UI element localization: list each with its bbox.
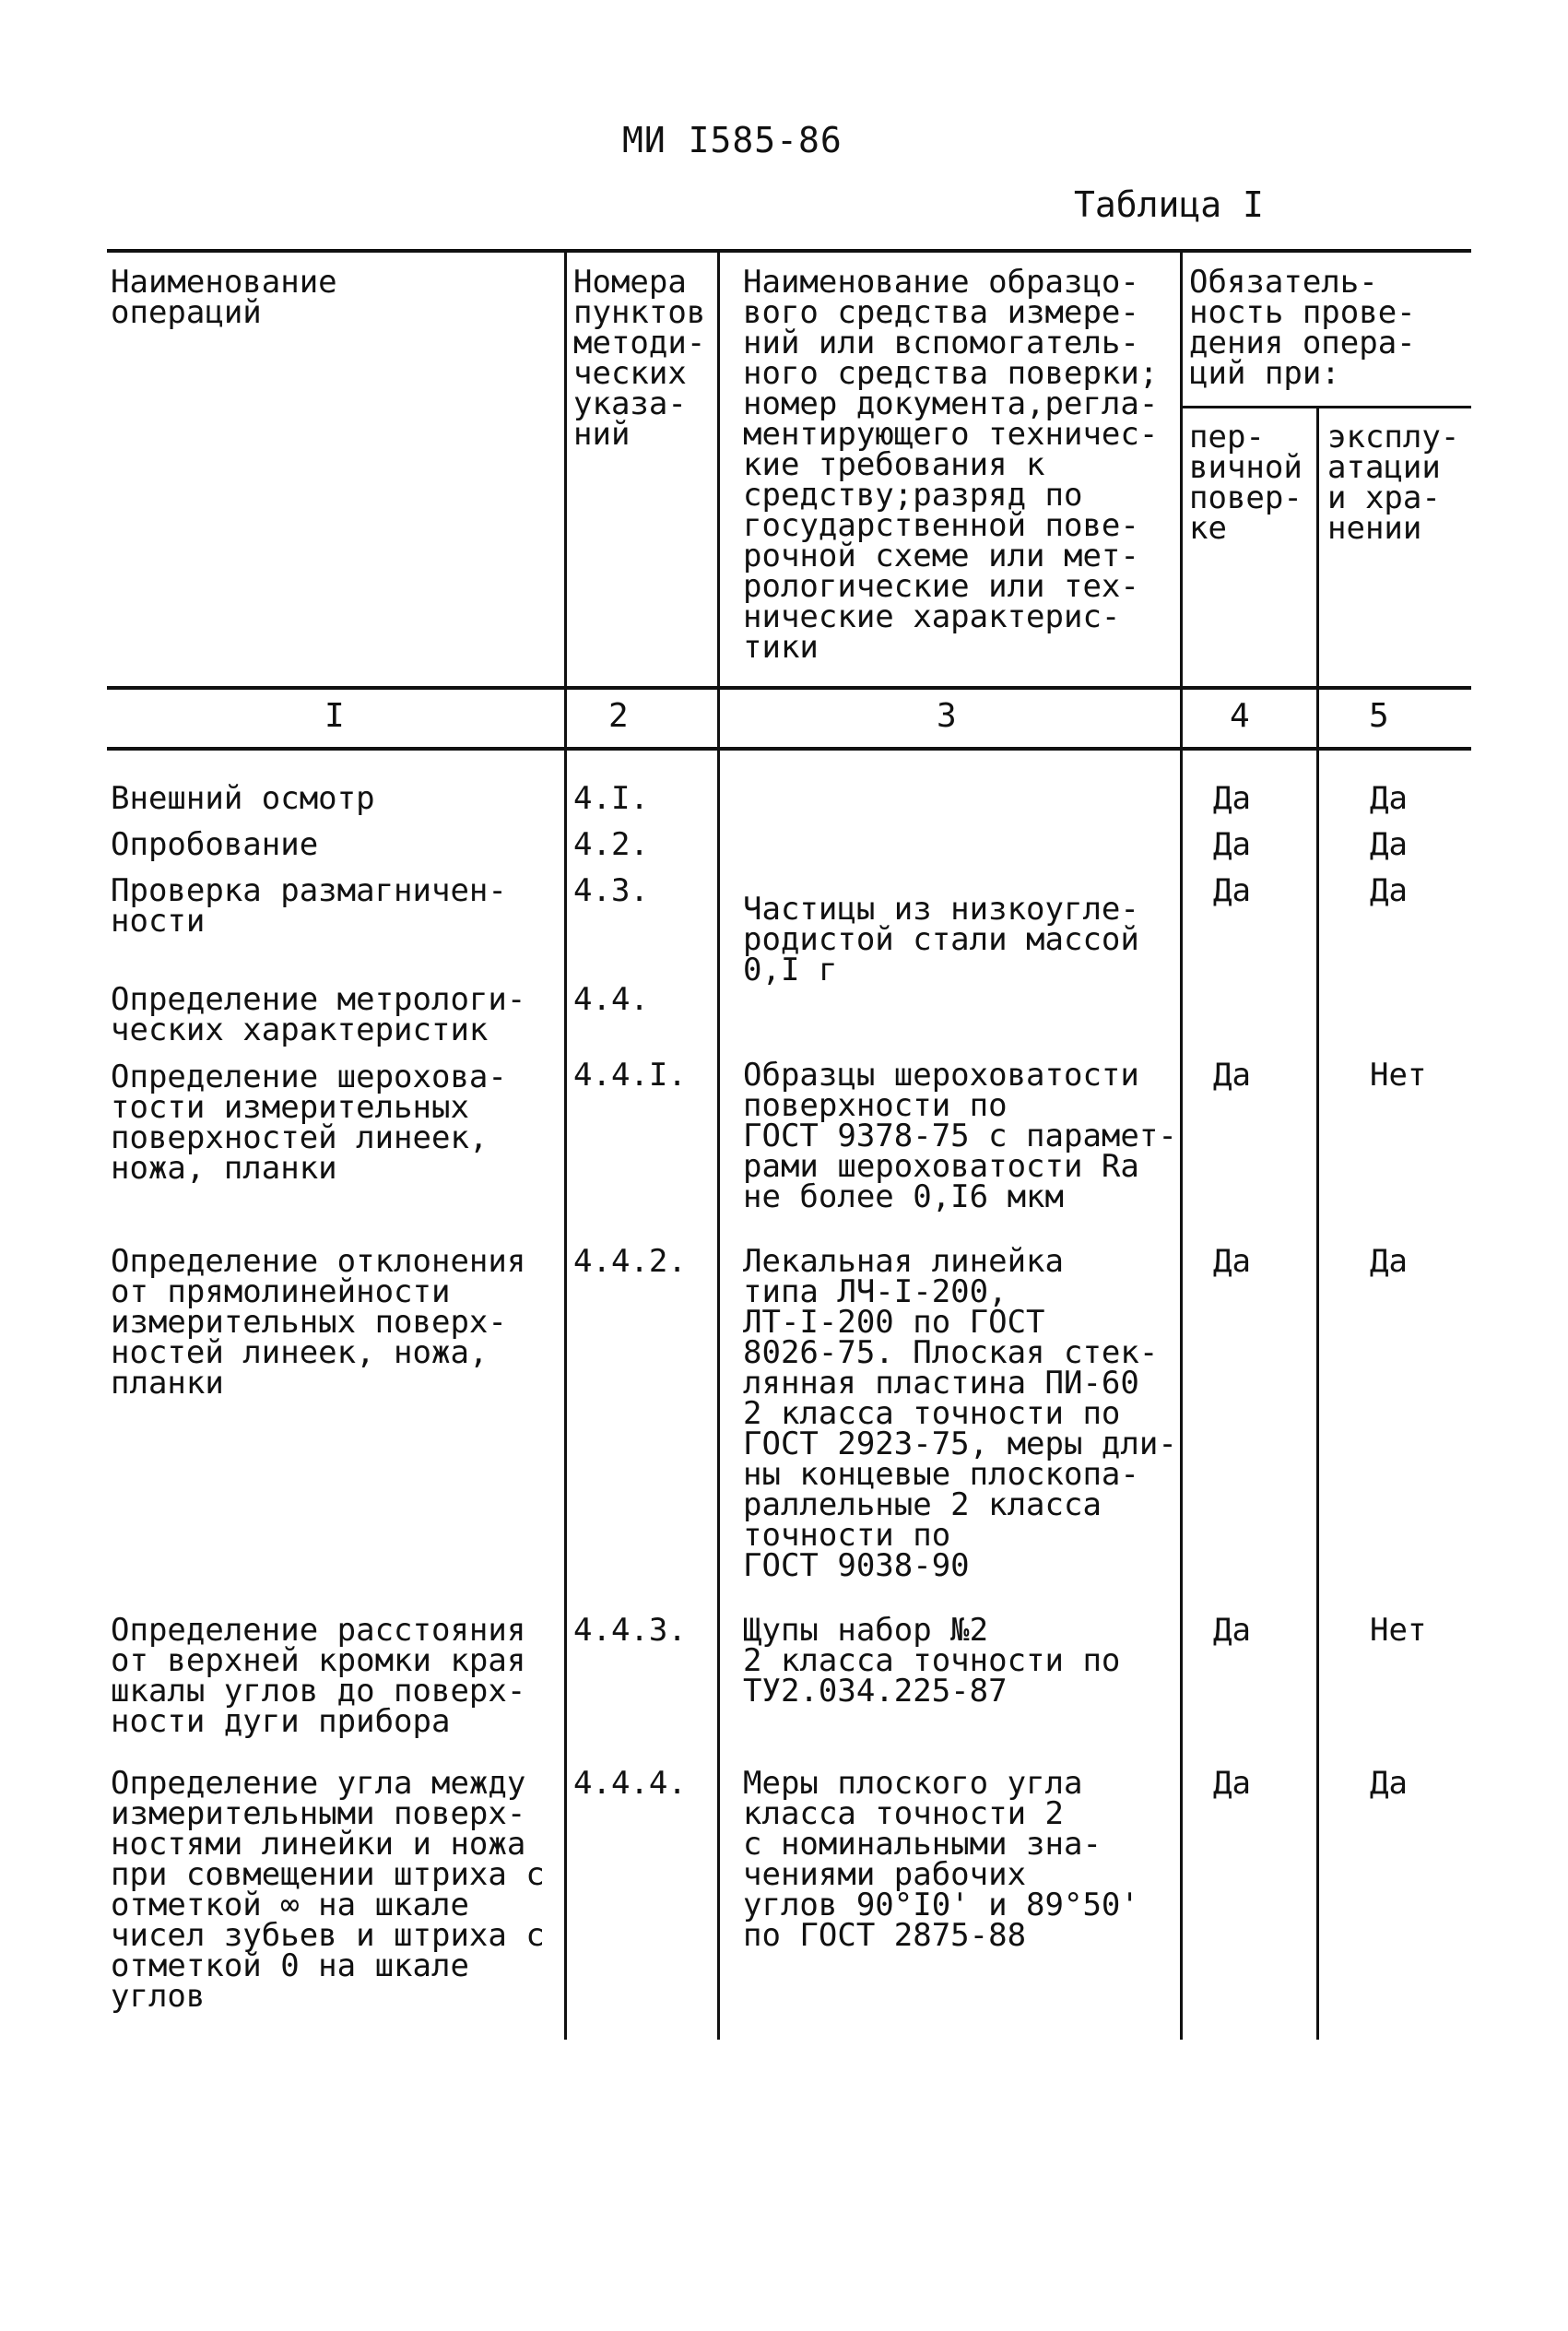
row-2-item: 4.2. (573, 826, 649, 863)
row-7-operation-storage: Нет (1370, 1612, 1427, 1649)
row-7-means: Щупы набор №2 2 класса точности по ТУ2.034.225-87 (743, 1612, 1121, 1710)
row-7-operation: Определение расстояния от верхней кромки края шкалы углов до поверх- ности дуги прибора (111, 1612, 526, 1740)
row-3-operation: Проверка размагничен- ности (111, 872, 507, 940)
row-8-item: 4.4.4. (573, 1765, 687, 1802)
col-rule-4 (1316, 406, 1319, 2040)
row-3-item: 4.3. (573, 872, 649, 909)
row-2-operation: Опробование (111, 826, 319, 863)
table-title: Таблица I (1074, 184, 1264, 225)
row-7-primary: Да (1213, 1612, 1251, 1649)
row-8-primary: Да (1213, 1765, 1251, 1802)
row-6-means: Лекальная линейка типа ЛЧ-I-200, ЛТ-I-200 по ГОСТ 8026-75. Плоская стек- лянная пластина ПИ-60 2 класса точности по ГОСТ 2923-75, меры дли- ны концевые плоскопа- раллельные 2 класса точности по ГОСТ 9038-90 (743, 1243, 1177, 1584)
row-6-operation: Определение отклонения от прямолинейности измерительных поверх- ностей линеек, ножа, планки (111, 1243, 526, 1402)
row-4-operation: Определение метрологи- ческих характеристик (111, 981, 526, 1048)
column-number-1: I (324, 697, 345, 735)
row-1-primary: Да (1213, 780, 1251, 817)
column-number-3: 3 (937, 697, 957, 735)
subheader-primary-verification: пер- вичной повер- ке (1189, 419, 1303, 547)
table-top-rule (107, 249, 1471, 253)
header-bottom-rule (107, 686, 1471, 690)
header-obligation: Обязатель- ность прове- дения опера- ций при: (1189, 264, 1416, 392)
row-6-primary: Да (1213, 1243, 1251, 1280)
row-5-operation-storage: Нет (1370, 1057, 1427, 1094)
subheader-rule (1180, 406, 1471, 408)
row-2-operation-storage: Да (1370, 826, 1408, 863)
row-3-primary: Да (1213, 872, 1251, 909)
row-5-item: 4.4.I. (573, 1057, 687, 1094)
col-rule-2 (717, 251, 720, 2040)
header-item-numbers: Номера пунктов методи- ческих указа- ний (573, 264, 706, 453)
numbers-bottom-rule (107, 747, 1471, 751)
header-measuring-means: Наименование образцо- вого средства измере- ний или вспомогатель- ного средства поверки; номер документа,регла- ментирующего техничес- кие требования к средству;разряд по государственной пове- рочной схеме или мет- рологические или тех- нические характерис- тики (743, 264, 1159, 666)
column-number-5: 5 (1369, 697, 1389, 735)
row-8-operation: Определение угла между измерительными поверх- ностями линейки и ножа при совмещении штриха с отметкой ∞ на шкале чисел зубьев и штриха с отметкой 0 на шкале углов (111, 1765, 545, 2015)
row-3-means: Частицы из низкоугле- родистой стали массой 0,I г (743, 891, 1139, 988)
row-2-primary: Да (1213, 826, 1251, 863)
row-8-means: Меры плоского угла класса точности 2 с номинальными зна- чениями рабочих углов 90°I0' и 89°50' по ГОСТ 2875-88 (743, 1765, 1139, 1954)
row-1-operation-storage: Да (1370, 780, 1408, 817)
column-number-2: 2 (608, 697, 629, 735)
row-3-operation-storage: Да (1370, 872, 1408, 909)
row-6-item: 4.4.2. (573, 1243, 687, 1280)
row-5-operation: Определение шерохова- тости измерительных поверхностей линеек, ножа, планки (111, 1059, 507, 1187)
header-operation-name: Наименование операций (111, 264, 337, 331)
row-7-item: 4.4.3. (573, 1612, 687, 1649)
row-8-operation-storage: Да (1370, 1765, 1408, 1802)
subheader-operation-storage: эксплу- атации и хра- нении (1327, 419, 1460, 547)
row-6-operation-storage: Да (1370, 1243, 1408, 1280)
row-1-operation: Внешний осмотр (111, 780, 375, 817)
row-5-means: Образцы шероховатости поверхности по ГОСТ 9378-75 с парамет- рами шероховатости Ra не более 0,I6 мкм (743, 1057, 1177, 1215)
row-4-item: 4.4. (573, 981, 649, 1018)
column-number-4: 4 (1230, 697, 1250, 735)
col-rule-1 (564, 251, 567, 2040)
document-code: МИ I585-86 (622, 120, 843, 160)
row-1-item: 4.I. (573, 780, 649, 817)
row-5-primary: Да (1213, 1057, 1251, 1094)
